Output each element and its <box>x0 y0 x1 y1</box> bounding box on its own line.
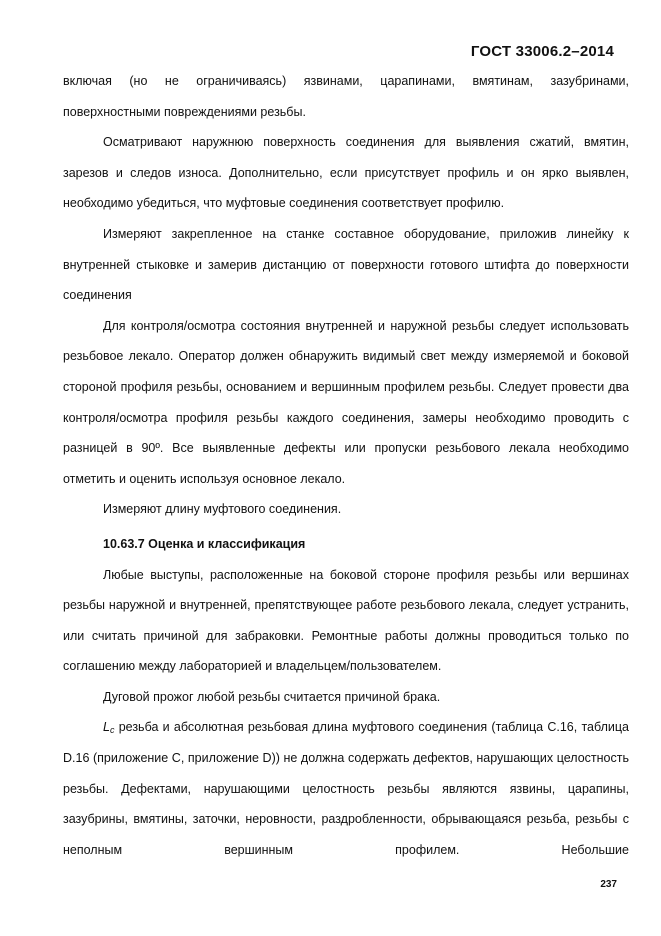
paragraph-arc-burn: Дуговой прожог любой резьбы считается причиной брака. <box>103 689 441 704</box>
page-number: 237 <box>600 879 617 890</box>
lc-paragraph-text: резьба и абсолютная резьбовая длина муфтового соединения (таблица С.16, таблица D.16 (приложение С, приложение D)) не должна содержать дефектов, нарушающих целостность резьбы. Дефектами, нарушающими целостность резьбы являются язвины, царапины, зазубрины, вмятины, заточки, неровности, раздробленности, обрывающаяся резьба, резьбы с неполным вершинным профилем. Небольшие <box>63 720 629 857</box>
paragraph-protrusions: Любые выступы, расположенные на боковой стороне профиля резьбы или вершинах резьбы наружной и внутренней, препятствующее работе резьбового лекала, следует устранить, или считать причиной для забраковки. Ремонтные работы должны проводиться только по соглашению между лабораторией и владельцем/пользователем. <box>63 567 629 674</box>
paragraph-lc-thread <box>63 712 629 865</box>
lc-symbol <box>103 720 114 734</box>
document-body <box>63 66 629 865</box>
document-header: ГОСТ 33006.2–2014 <box>470 43 614 60</box>
paragraph-continued: включая (но не ограничиваясь) язвинами, царапинами, вмятинам, зазубринами, поверхностными повреждениями резьбы. <box>63 74 629 119</box>
paragraph-measure-equipment: Измеряют закрепленное на станке составное оборудование, приложив линейку к внутренней стыковке и замерив дистанцию от поверхности готового штифта до поверхности соединения <box>63 226 629 303</box>
lc-symbol-main: L <box>103 720 110 735</box>
lc-symbol-sub: c <box>109 725 115 736</box>
paragraph-inspection: Осматривают наружнюю поверхность соединения для выявления сжатий, вмятин, зарезов и следов износа. Дополнительно, если присутствует профиль и он ярко выявлен, необходимо убедиться, что муфтовые соединения соответствует профилю. <box>63 135 629 211</box>
paragraph-measure-length: Измеряют длину муфтового соединения. <box>103 502 342 517</box>
section-heading: 10.63.7 Оценка и классификация <box>103 536 306 551</box>
paragraph-thread-gauge: Для контроля/осмотра состояния внутренней и наружной резьбы следует использовать резьбовое лекало. Оператор должен обнаружить видимый свет между измеряемой и боковой стороной профиля резьбы, основанием и вершинным профилем резьбы. Следует провести два контроля/осмотра профиля резьбы каждого соединения, замеры необходимо проводить с разницей в 90º. Все выявленные дефекты или пропуски резьбового лекала необходимо отметить и оценить используя основное лекало. <box>63 318 629 486</box>
